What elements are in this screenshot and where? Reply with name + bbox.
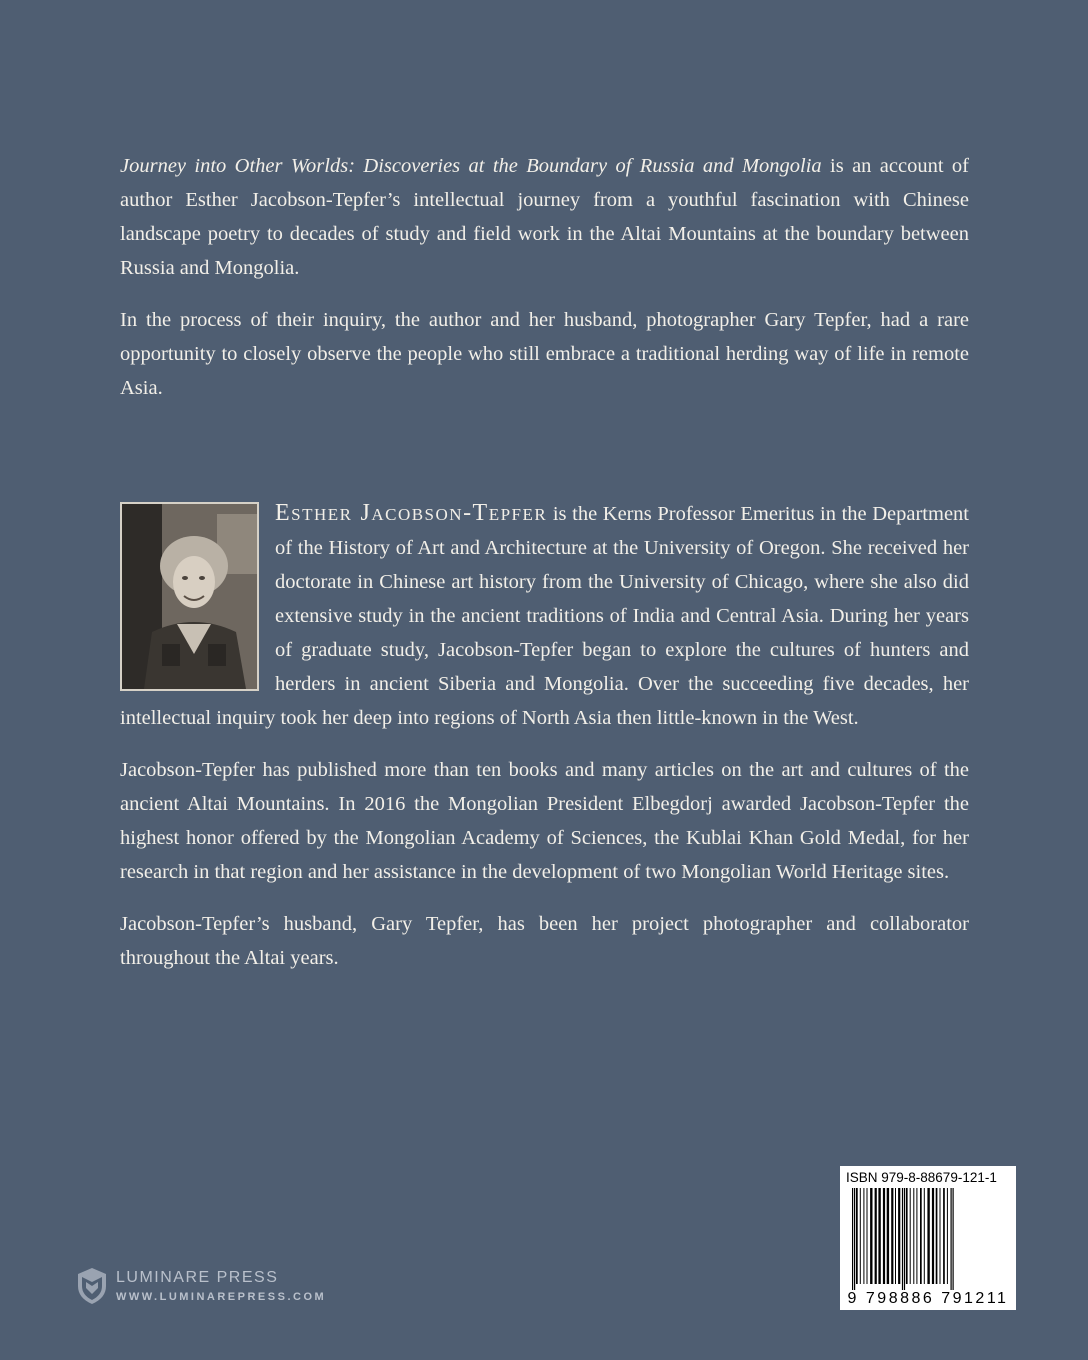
isbn-barcode [840,1166,1016,1310]
intro-paragraph-1-text: is an account of author Esther Jacobson-Tepfer’s intellectual journey from a youthful fascination with Chinese landscape poetry to decades of study and field work in the Altai Mountains at the boundary between Russia and Mongolia. [120,155,969,279]
publisher-url: WWW.LUMINAREPRESS.COM [116,1291,327,1303]
author-photo [120,502,259,691]
bio-paragraph-2: Jacobson-Tepfer has published more than ten books and many articles on the art and cultures of the ancient Altai Mountains. In 2016 the Mongolian President Elbegdorj awarded Jacobson-Tepfer the highest honor offered by the Mongolian Academy of Sciences, the Kublai Khan Gold Medal, for her research in that region and her assistance in the development of two Mongolian World Heritage sites. [120,759,969,883]
book-description [120,149,969,405]
book-title: Journey into Other Worlds: Discoveries at the Boundary of Russia and Mongolia [120,155,822,177]
author-bio [120,496,969,975]
luminare-shield-icon [76,1268,108,1304]
publisher-name: LUMINARE PRESS [116,1269,279,1286]
intro-paragraph-1 [120,149,969,285]
author-name: Esther Jacobson-Tepfer [275,500,548,526]
intro-paragraph-2: In the process of their inquiry, the author and her husband, photographer Gary Tepfer, had a rare opportunity to closely observe the people who still embrace a traditional herding way of life in remote Asia. [120,309,969,399]
bio-paragraph-3: Jacobson-Tepfer’s husband, Gary Tepfer, has been her project photographer and collaborator throughout the Altai years. [120,913,969,969]
barcode-bars [844,1188,1012,1290]
isbn-label: ISBN 979-8-88679-121-1 [846,1170,997,1185]
barcode-number: 9 798886 791211 [847,1290,1009,1307]
bio-paragraph-1-text: is the Kerns Professor Emeritus in the Department of the History of Art and Architecture at the University of Oregon. She received her doctorate in Chinese art history from the University of Chicago, where she also did extensive study in the ancient traditions of India and Central Asia. During her years of graduate study, Jacobson-Tepfer began to explore the cultures of hunters and herders in ancient Siberia and Mongolia. Over the succeeding five decades, her intellectual inquiry took her deep into regions of North Asia then little-known in the West. [120,503,969,729]
publisher-logo [76,1268,326,1304]
bio-paragraph-1 [120,496,969,735]
